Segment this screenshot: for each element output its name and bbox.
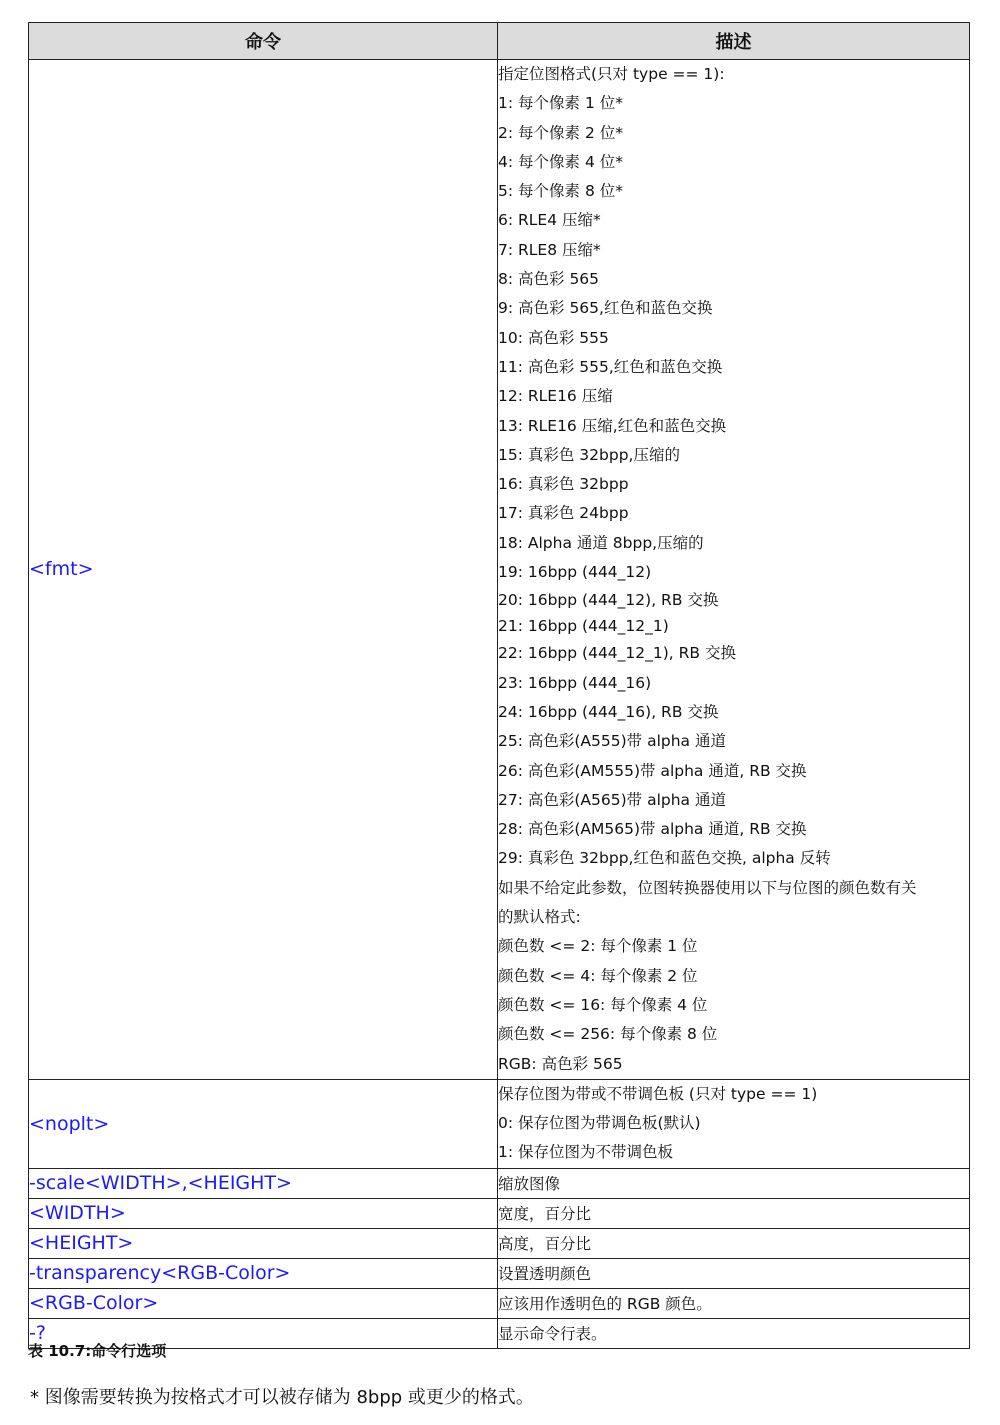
table-row-width — [29, 1198, 970, 1228]
description-rgb-color: 应该用作透明色的 RGB 颜色。 — [498, 1288, 970, 1318]
command-noplt: <noplt> — [29, 1079, 498, 1168]
desc-line: 20: 16bpp (444_12), RB 交换 — [498, 591, 719, 610]
desc-line: 21: 16bpp (444_12_1) — [498, 617, 669, 636]
description-fmt — [498, 60, 970, 1080]
desc-line: 22: 16bpp (444_12_1), RB 交换 — [498, 644, 736, 663]
table-header-row — [29, 23, 970, 60]
desc-line: 26: 高色彩(AM555)带 alpha 通道, RB 交换 — [498, 761, 807, 780]
description-width: 宽度，百分比 — [498, 1198, 970, 1228]
description-height: 高度，百分比 — [498, 1228, 970, 1258]
desc-line: 13: RLE16 压缩,红色和蓝色交换 — [498, 416, 727, 435]
desc-line: 18: Alpha 通道 8bpp,压缩的 — [498, 533, 704, 552]
desc-line: 6: RLE4 压缩* — [498, 211, 601, 230]
command-scale: -scale<WIDTH>,<HEIGHT> — [29, 1168, 498, 1198]
desc-line: 2: 每个像素 2 位* — [498, 123, 623, 142]
command-width: <WIDTH> — [29, 1198, 498, 1228]
command-rgb-color: <RGB-Color> — [29, 1288, 498, 1318]
command-help: -? — [29, 1318, 498, 1348]
table-row-transparency — [29, 1258, 970, 1288]
header-command: 命令 — [29, 23, 498, 60]
desc-line: 0: 保存位图为带调色板(默认) — [498, 1114, 701, 1133]
footnote: * 图像需要转换为按格式才可以被存储为 8bpp 或更少的格式。 — [30, 1387, 534, 1408]
description-scale: 缩放图像 — [498, 1168, 970, 1198]
table-caption: 表 10.7:命令行选项 — [28, 1342, 167, 1360]
desc-line: 27: 高色彩(A565)带 alpha 通道 — [498, 790, 726, 809]
desc-line: 12: RLE16 压缩 — [498, 387, 613, 406]
desc-line: 24: 16bpp (444_16), RB 交换 — [498, 702, 719, 721]
desc-line: 25: 高色彩(A555)带 alpha 通道 — [498, 732, 726, 751]
desc-line: 28: 高色彩(AM565)带 alpha 通道, RB 交换 — [498, 820, 807, 839]
desc-line: 的默认格式: — [498, 908, 581, 927]
description-noplt — [498, 1079, 970, 1168]
desc-line: 颜色数 <= 2: 每个像素 1 位 — [498, 937, 698, 956]
table-row-noplt — [29, 1079, 970, 1168]
desc-line: 17: 真彩色 24bpp — [498, 504, 629, 523]
desc-line: 保存位图为带或不带调色板 (只对 type == 1) — [498, 1084, 818, 1103]
table-row-fmt — [29, 60, 970, 1080]
desc-line: 1: 每个像素 1 位* — [498, 94, 623, 113]
command-height: <HEIGHT> — [29, 1228, 498, 1258]
command-fmt: <fmt> — [29, 60, 498, 1080]
header-description: 描述 — [498, 23, 970, 60]
desc-line: 16: 真彩色 32bpp — [498, 475, 629, 494]
desc-line: 15: 真彩色 32bpp,压缩的 — [498, 445, 680, 464]
desc-line: 7: RLE8 压缩* — [498, 240, 601, 259]
desc-line: 1: 保存位图为不带调色板 — [498, 1143, 674, 1162]
desc-line: 指定位图格式(只对 type == 1): — [498, 65, 725, 83]
table-row-rgb-color — [29, 1288, 970, 1318]
description-transparency: 设置透明颜色 — [498, 1258, 970, 1288]
desc-line: 19: 16bpp (444_12) — [498, 563, 652, 582]
table-row-height — [29, 1228, 970, 1258]
desc-line: 10: 高色彩 555 — [498, 328, 609, 347]
desc-line: 23: 16bpp (444_16) — [498, 673, 652, 692]
desc-line: 11: 高色彩 555,红色和蓝色交换 — [498, 357, 723, 376]
desc-line: 颜色数 <= 256: 每个像素 8 位 — [498, 1025, 718, 1044]
desc-line: 5: 每个像素 8 位* — [498, 182, 623, 201]
desc-line: 颜色数 <= 4: 每个像素 2 位 — [498, 966, 698, 985]
desc-line: 9: 高色彩 565,红色和蓝色交换 — [498, 299, 713, 318]
desc-line: 29: 真彩色 32bpp,红色和蓝色交换, alpha 反转 — [498, 849, 831, 868]
description-help: 显示命令行表。 — [498, 1318, 970, 1348]
desc-line: 8: 高色彩 565 — [498, 270, 600, 289]
table-row-scale — [29, 1168, 970, 1198]
command-table — [28, 22, 970, 1349]
table-row-help — [29, 1318, 970, 1348]
desc-line: 如果不给定此参数，位图转换器使用以下与位图的颜色数有关 — [498, 878, 917, 897]
desc-line: 颜色数 <= 16: 每个像素 4 位 — [498, 995, 708, 1014]
command-transparency: -transparency<RGB-Color> — [29, 1258, 498, 1288]
desc-line: 4: 每个像素 4 位* — [498, 152, 623, 171]
desc-line: RGB: 高色彩 565 — [498, 1054, 623, 1073]
